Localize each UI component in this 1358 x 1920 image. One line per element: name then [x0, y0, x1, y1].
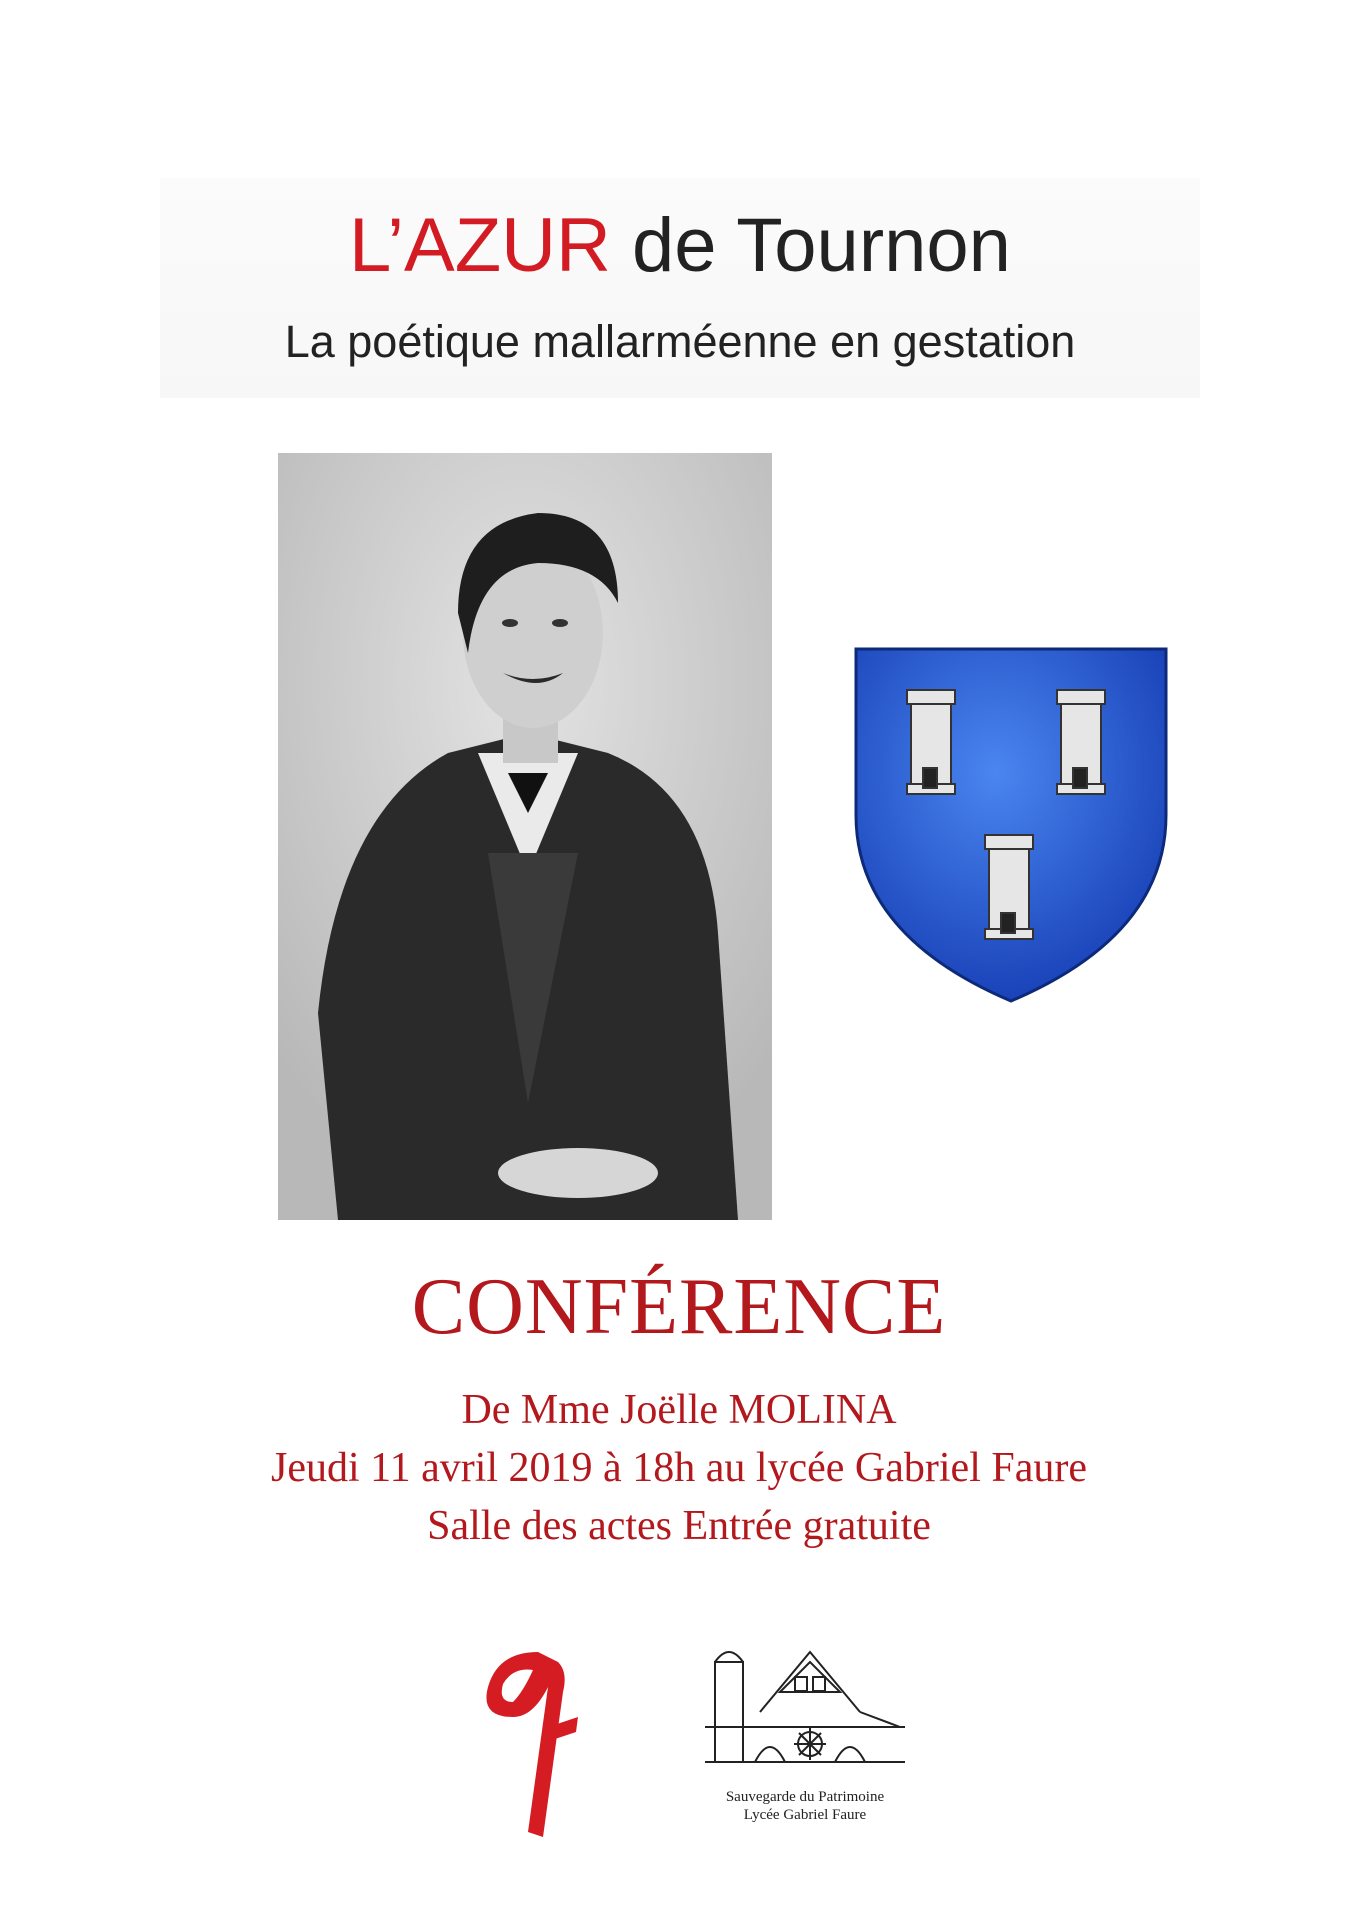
page-title: [160, 202, 1200, 289]
heritage-building-icon: [700, 1632, 910, 1782]
title-tournon: de Tournon: [610, 203, 1011, 288]
date-line: Jeudi 11 avril 2019 à 18h au lycée Gabriel Faure: [270, 1445, 1087, 1491]
patrimoine-line2: Lycée Gabriel Faure: [743, 1807, 867, 1823]
speaker-line: De Mme Joëlle MOLINA: [461, 1387, 897, 1433]
patrimoine-line1: Sauvegarde du Patrimoine: [725, 1789, 885, 1805]
portrait-image: [278, 453, 772, 1220]
room-line: Salle des actes Entrée gratuite: [427, 1503, 931, 1549]
gf-logo: [468, 1632, 580, 1842]
coat-of-arms: [852, 645, 1170, 1005]
gf-logo-icon: [468, 1632, 580, 1842]
conference-heading: CONFÉRENCE: [411, 1263, 947, 1351]
patrimoine-logo: [700, 1632, 910, 1842]
title-banner: [160, 178, 1200, 398]
page-subtitle: La poétique mallarméenne en gestation: [284, 316, 1076, 367]
title-azur: L’AZUR: [349, 203, 611, 288]
portrait-photo: [278, 453, 772, 1220]
shield-icon: [852, 645, 1170, 1005]
patrimoine-caption: [700, 1788, 910, 1824]
